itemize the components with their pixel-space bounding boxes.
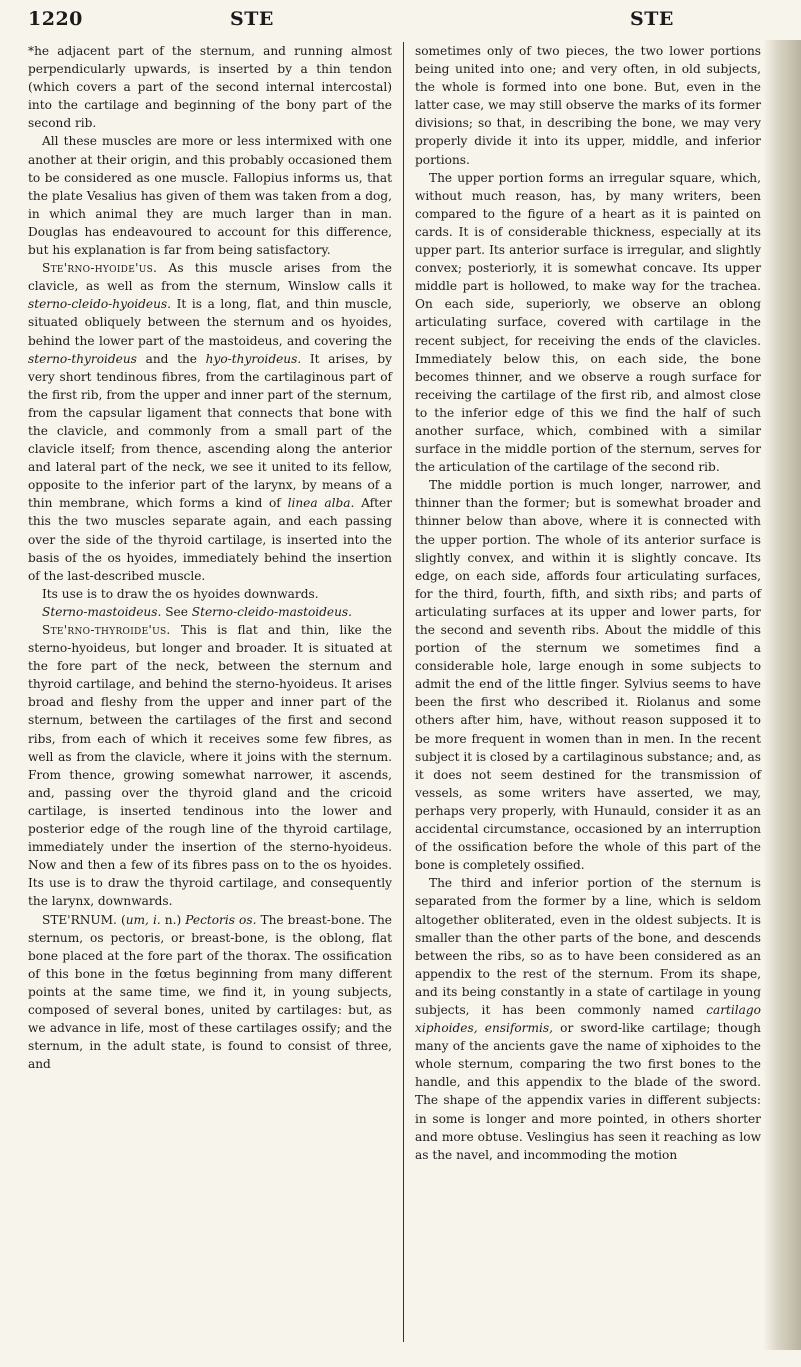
- left-column: [28, 42, 392, 1073]
- cross-reference: Sterno-mastoideus. See Sterno-cleido-mastoideus.: [42, 604, 353, 619]
- paragraph: *he adjacent part of the sternum, and running almost perpendicularly upwards, is inserted by a thin tendon (which covers a part of the second internal intercostal) into the cartilage and beginning of the bony part of the second rib.: [28, 44, 392, 131]
- right-running-head: STE: [630, 8, 674, 30]
- entry-sterno-thyroideus: Ste'rno-thyroide'us. This is flat and thin, like the sterno-hyoideus, but longer and broader. It is situated at the fore part of the neck, between the sternum and thyroid cartilage, and behind the sterno-hyoideus. It arises broad and fleshy from the upper and inner part of the sternum, between the cartilages of the first and second ribs, from each of which it receives some few fibres, as well as from the clavicle, where it joins with the sternum. From thence, growing somewhat narrower, it ascends, and, passing over the thyroid gland and the cricoid cartilage, is inserted tendinous into the lower and posterior edge of the rough line of the thyroid cartilage, immediately under the insertion of the sterno-hyoideus. Now and then a few of its fibres pass on to the os hyoides. Its use is to draw the thyroid cartilage, and consequently the larynx, downwards.: [28, 623, 392, 909]
- entry-sterno-hyoideus: Ste'rno-hyoide'us. As this muscle arises from the clavicle, as well as from the sternum, Winslow calls it sterno-cleido-hyoideus. It is a long, flat, and thin muscle, situated obliquely between the sternum and os hyoides, behind the lower part of the mastoideus, and covering the sterno-thyroideus and the hyo-thyroideus. It arises, by very short tendinous fibres, from the cartilaginous part of the first rib, from the upper and inner part of the sternum, from the capsular ligament that connects that bone with the clavicle, and commonly from a small part of the clavicle itself; from thence, ascending along the anterior and lateral part of the neck, we see it united to its fellow, opposite to the inferior part of the larynx, by means of a thin membrane, which forms a kind of linea alba. After this the two muscles separate again, and each passing over the side of the thyroid cartilage, is inserted into the basis of the os hyoides, immediately behind the insertion of the last-described muscle.: [28, 261, 393, 583]
- left-running-head: STE: [230, 8, 274, 30]
- paragraph: The third and inferior portion of the sternum is separated from the former by a line, which is seldom altogether obliterated, even in the oldest subjects. It is smaller than the other parts of the bone, and descends between the ribs, so as to have been considered as an appendix to the rest of the sternum. From its shape, and its being constantly in a state of cartilage in young subjects, it has been commonly named cartilago xiphoides, ensiformis, or sword-like cartilage; though many of the ancients gave the name of xiphoides to the whole sternum, comparing the two first bones to the handle, and this appendix to the blade of the sword. The shape of the appendix varies in different subjects: in some is longer and more pointed, in others shorter and more obtuse. Veslingius has seen it reaching as low as the navel, and incommoding the motion: [415, 876, 761, 1162]
- paragraph: sometimes only of two pieces, the two lower portions being united into one; and very often, in old subjects, the whole is formed into one bone. But, even in the latter case, we may still observe the marks of its former divisions; so that, in describing the bone, we may very properly divide it into its upper, middle, and inferior portions.: [415, 44, 761, 167]
- paragraph: The upper portion forms an irregular square, which, without much reason, has, by many writers, been compared to the figure of a heart as it is painted on cards. It is of considerable thickness, especially at its upper part. Its anterior surface is irregular, and slightly convex; posteriorly, it is somewhat concave. Its upper middle part is hollowed, to make way for the trachea. On each side, superiorly, we observe an oblong articulating surface, covered with cartilage in the recent subject, for receiving the ends of the clavicles. Immediately below this, on each side, the bone becomes thinner, and we observe a rough surface for receiving the cartilage of the first rib, and almost close to the inferior edge of this we find the half of such another surface, which, combined with a similar surface in the middle portion of the sternum, serves for the articulation of the cartilage of the second rib.: [415, 170, 761, 475]
- paragraph: Its use is to draw the os hyoides downwards.: [42, 586, 319, 601]
- column-divider: [403, 42, 404, 1342]
- page-edge-shadow: [763, 40, 801, 1350]
- paragraph: The middle portion is much longer, narrower, and thinner than the former; but is somewhat broader and thinner below than above, where it is connected with the upper portion. The whole of its anterior surface is slightly convex, and within it is slightly concave. Its edge, on each side, affords four articulating surfaces, for the third, fourth, fifth, and sixth ribs; and parts of articulating surfaces at its upper and lower parts, for the second and seventh ribs. About the middle of this portion of the sternum we sometimes find a considerable hole, large enough in some subjects to admit the end of the little finger. Sylvius seems to have been the first who described it. Riolanus and some others after him, have, without reason supposed it to be more frequent in women than in men. In the recent subject it is closed by a cartilaginous substance; and, as it does not seem destined for the transmission of vessels, as some writers have asserted, we may, perhaps very properly, with Hunauld, consider it as an accidental circumstance, occasioned by an interruption of the ossification before the whole of this part of the bone is completely ossified.: [415, 478, 761, 873]
- entry-sternum: STE'RNUM. (um, i. n.) Pectoris os. The breast-bone. The sternum, os pectoris, or breast-bone, is the oblong, flat bone placed at the fore part of the thorax. The ossification of this bone in the fœtus beginning from many different points at the same time, we find it, in young subjects, composed of several bones, united by cartilages: but, as we advance in life, most of these cartilages ossify; and the sternum, in the adult state, is found to consist of three, and: [28, 912, 392, 1072]
- entry-term: STE'RNUM.: [42, 912, 117, 927]
- page-number: 1220: [28, 8, 83, 30]
- right-column: [415, 42, 761, 1164]
- paragraph: All these muscles are more or less intermixed with one another at their origin, and this probably occasioned them to be considered as one muscle. Fallopius informs us, that the plate Vesalius has given of them was taken from a dog, in which animal they are much larger than in man. Douglas has endeavoured to account for this difference, but his explanation is far from being satisfactory.: [28, 134, 392, 258]
- entry-term: Ste'rno-hyoide'us.: [42, 261, 158, 276]
- running-header: [28, 8, 775, 34]
- entry-term: Ste'rno-thyroide'us.: [42, 623, 171, 637]
